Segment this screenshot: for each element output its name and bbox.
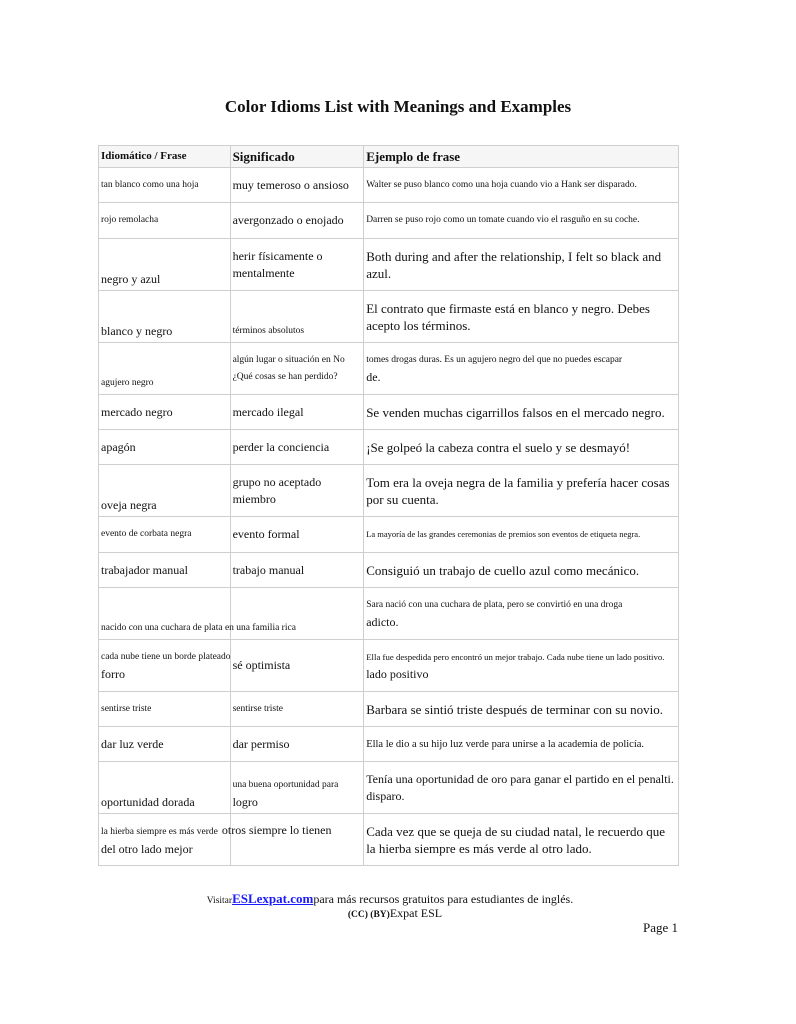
example-cell: Cada vez que se queja de su ciudad natal, le recuerdo que la hierba siempre es más verde al otro lado. (364, 814, 679, 866)
meaning-cell (230, 762, 364, 814)
column-header: Idiomático / Frase (99, 146, 231, 168)
table-row (99, 291, 679, 343)
meaning-cell: algún lugar o situación en No ¿Qué cosas se han perdido? (230, 343, 364, 395)
example-cell (364, 588, 679, 640)
idiom-cell (99, 640, 231, 692)
idiom-cell: rojo remolacha (99, 203, 231, 239)
table-row (99, 727, 679, 762)
table-row (99, 465, 679, 517)
idiom-cell: negro y azul (99, 239, 231, 291)
example-cell: Tenía una oportunidad de oro para ganar el partido en el penalti. disparo. (364, 762, 679, 814)
idiom-cell: dar luz verde (99, 727, 231, 762)
table-row (99, 640, 679, 692)
document-title: Color Idioms List with Meanings and Examples (224, 97, 572, 116)
table-row (99, 395, 679, 430)
table-row (99, 517, 679, 553)
table-row (99, 430, 679, 465)
footer-visit-line (0, 891, 780, 907)
table-row (99, 814, 679, 866)
example-cell: Both during and after the relationship, I felt so black and azul. (364, 239, 679, 291)
example-line: lado positivo (366, 666, 429, 681)
idiom-fragment: la hierba siempre es más verde (101, 827, 218, 837)
idiom-cell: oveja negra (99, 465, 231, 517)
idiom-cell: agujero negro (99, 343, 231, 395)
table-header-row (99, 146, 679, 168)
column-header: Ejemplo de frase (364, 146, 679, 168)
example-cell: Walter se puso blanco como una hoja cuando vio a Hank ser disparado. (364, 168, 679, 203)
meaning-cell (230, 814, 364, 866)
idiom-fragment: otros siempre lo tienen (221, 823, 332, 837)
idiom-cell (99, 814, 332, 866)
meaning-cell: mercado ilegal (230, 395, 364, 430)
column-header: Significado (230, 146, 364, 168)
example-line: Sara nació con una cuchara de plata, pero se convirtió en una droga (366, 599, 623, 610)
idiom-cell: oportunidad dorada (99, 762, 231, 814)
example-line: tomes drogas duras. Es un agujero negro del que no puedes escapar (366, 354, 623, 365)
meaning-cell: dar permiso (230, 727, 364, 762)
example-cell: Darren se puso rojo como un tomate cuando vio el rasguño en su coche. (364, 203, 679, 239)
example-line: Ella fue despedida pero encontró un mejor trabajo. Cada nube tiene un lado positivo. (366, 651, 665, 662)
example-cell (364, 343, 679, 395)
idiom-cell: tan blanco como una hoja (99, 168, 231, 203)
idiom-cell: blanco y negro (99, 291, 231, 343)
table-row (99, 692, 679, 727)
idiom-line: forro (101, 666, 125, 681)
example-cell (364, 640, 679, 692)
table-row (99, 343, 679, 395)
example-cell: Se venden muchas cigarrillos falsos en el mercado negro. (364, 395, 679, 430)
meaning-line: logro (232, 795, 258, 809)
meaning-cell: perder la conciencia (230, 430, 364, 465)
eslexpat-link[interactable]: ESLexpat.com (232, 891, 314, 906)
example-cell: Tom era la oveja negra de la familia y prefería hacer cosas por su cuenta. (364, 465, 679, 517)
table-row (99, 239, 679, 291)
idioms-table (98, 145, 679, 866)
table-row (99, 588, 679, 640)
meaning-cell: herir físicamente o mentalmente (230, 239, 364, 291)
idiom-cell (99, 588, 296, 640)
example-cell: ¡Se golpeó la cabeza contra el suelo y se desmayó! (364, 430, 679, 465)
meaning-cell: términos absolutos (230, 291, 364, 343)
example-cell: La mayoría de las grandes ceremonias de premios son eventos de etiqueta negra. (364, 517, 679, 553)
meaning-cell: sentirse triste (230, 692, 364, 727)
example-cell: Ella le dio a su hijo luz verde para unirse a la academia de policía. (364, 727, 679, 762)
idiom-cell: trabajador manual (99, 553, 231, 588)
footer-rest-text: para más recursos gratuitos para estudiantes de inglés. (313, 892, 574, 906)
example-cell: Consiguió un trabajo de cuello azul como mecánico. (364, 553, 679, 588)
idiom-line: cada nube tiene un borde plateado (101, 651, 231, 662)
table-row (99, 168, 679, 203)
table-row (99, 203, 679, 239)
cc-by-label: (CC) (BY) (347, 910, 390, 920)
idiom-cell: apagón (99, 430, 231, 465)
meaning-cell: sé optimista (230, 640, 364, 692)
idiom-cell: evento de corbata negra (99, 517, 231, 553)
meaning-cell: grupo no aceptado miembro (230, 465, 364, 517)
example-line: de. (366, 369, 381, 384)
page-number: Page 1 (642, 920, 678, 935)
table-row (99, 553, 679, 588)
example-cell: Barbara se sintió triste después de terminar con su novio. (364, 692, 679, 727)
idiom-line: del otro lado mejor (101, 842, 193, 856)
example-line: adicto. (366, 614, 399, 629)
meaning-cell: trabajo manual (230, 553, 364, 588)
brand-name: Expat ESL (389, 906, 443, 920)
meaning-cell: muy temeroso o ansioso (230, 168, 364, 203)
example-cell: El contrato que firmaste está en blanco y negro. Debes acepto los términos. (364, 291, 679, 343)
meaning-cell: evento formal (230, 517, 364, 553)
footer-visit-text: Visitar (206, 896, 233, 906)
idiom-line (101, 821, 332, 841)
meaning-cell: avergonzado o enojado (230, 203, 364, 239)
table-row (99, 762, 679, 814)
idiom-text: nacido con una cuchara de plata en una familia rica (101, 623, 296, 633)
footer-credit-line (0, 906, 790, 921)
idiom-cell: mercado negro (99, 395, 231, 430)
idiom-cell: sentirse triste (99, 692, 231, 727)
meaning-line: una buena oportunidad para (232, 780, 339, 790)
